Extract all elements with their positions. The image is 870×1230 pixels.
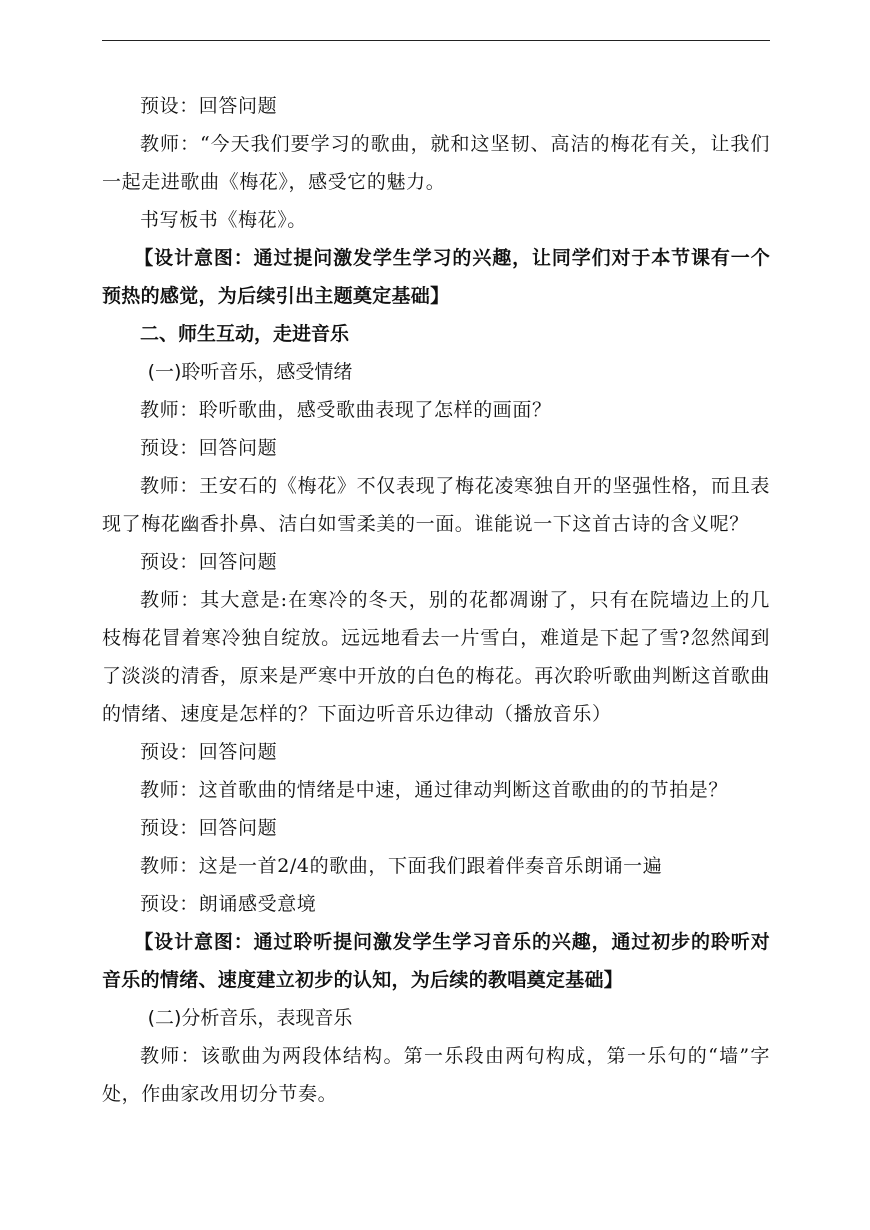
paragraph-answer-4: 预设：回答问题 — [140, 741, 278, 763]
document-body — [102, 87, 770, 1113]
paragraph-answer-5: 预设：回答问题 — [140, 817, 278, 839]
paragraph-teacher-listen: 教师：聆听歌曲，感受歌曲表现了怎样的画面？ — [140, 399, 552, 421]
paragraph-teacher-structure: 教师：该歌曲为两段体结构。第一乐段由两句构成，第一乐句的“墙”字处，作曲家改用切分节奏。 — [102, 1045, 770, 1105]
paragraph-answer-1: 预设：回答问题 — [140, 95, 278, 117]
paragraph-answer-2: 预设：回答问题 — [140, 437, 278, 459]
paragraph-teacher-recite: 教师：这是一首2/4的歌曲，下面我们跟着伴奏音乐朗诵一遍 — [140, 855, 663, 877]
paragraph-blackboard: 书写板书《梅花》。 — [140, 209, 307, 231]
design-intent-1: 【设计意图：通过提问激发学生学习的兴趣，让同学们对于本节课有一个预热的感觉，为后续引出主题奠定基础】 — [102, 247, 770, 307]
paragraph-teacher-poem: 教师：王安石的《梅花》不仅表现了梅花凌寒独自开的坚强性格，而且表现了梅花幽香扑鼻、洁白如雪柔美的一面。谁能说一下这首古诗的含义呢？ — [102, 475, 770, 535]
subsection-heading-2: (二)分析音乐，表现音乐 — [147, 1007, 353, 1029]
header-rule — [102, 40, 770, 41]
section-heading-2: 二、师生互动，走进音乐 — [140, 323, 350, 345]
subsection-heading-1: (一)聆听音乐，感受情绪 — [147, 361, 353, 383]
paragraph-answer-6: 预设：朗诵感受意境 — [140, 893, 317, 915]
paragraph-teacher-tempo: 教师：这首歌曲的情绪是中速，通过律动判断这首歌曲的的节拍是？ — [140, 779, 729, 801]
paragraph-teacher-meaning: 教师：其大意是:在寒冷的冬天，别的花都凋谢了，只有在院墙边上的几枝梅花冒着寒冷独自绽放。远远地看去一片雪白，难道是下起了雪?忽然闻到了淡淡的清香，原来是严寒中开放的白色的梅花。再次聆听歌曲判断这首歌曲的情绪、速度是怎样的？下面边听音乐边律动（播放音乐） — [102, 589, 770, 725]
design-intent-2: 【设计意图：通过聆听提问激发学生学习音乐的兴趣，通过初步的聆听对音乐的情绪、速度建立初步的认知，为后续的教唱奠定基础】 — [102, 931, 770, 991]
paragraph-answer-3: 预设：回答问题 — [140, 551, 278, 573]
paragraph-teacher-intro: 教师：“今天我们要学习的歌曲，就和这坚韧、高洁的梅花有关，让我们一起走进歌曲《梅花》，感受它的魅力。 — [102, 133, 770, 193]
